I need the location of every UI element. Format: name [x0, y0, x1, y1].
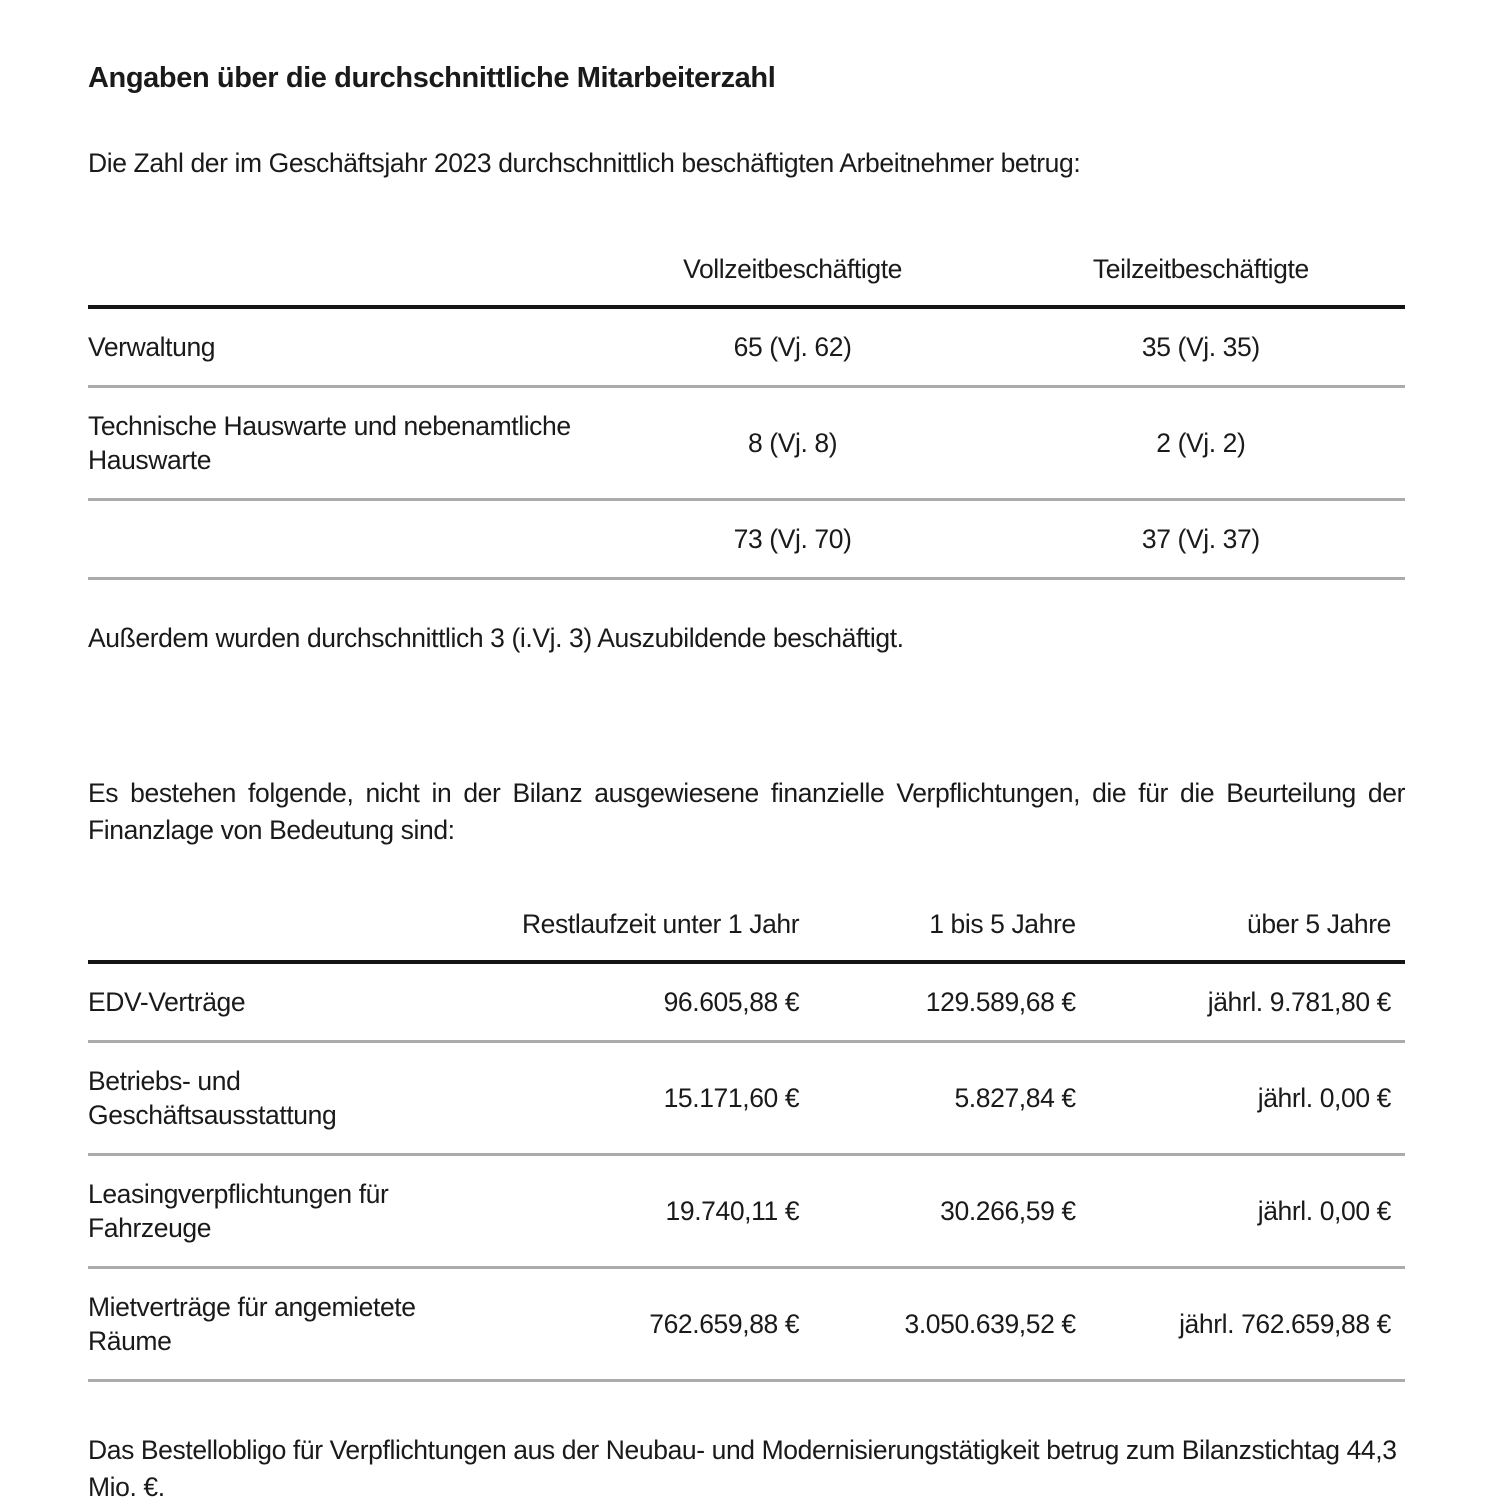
- obligations-header-over-5-years: über 5 Jahre: [1076, 909, 1405, 962]
- row-1-to-5-years: 5.827,84 €: [799, 1042, 1076, 1155]
- row-over-5-years: jährl. 0,00 €: [1076, 1042, 1405, 1155]
- trainees-note: Außerdem wurden durchschnittlich 3 (i.Vj. 3) Auszubildende beschäftigt.: [88, 623, 904, 653]
- obligations-header-1-to-5-years: 1 bis 5 Jahre: [799, 909, 1076, 962]
- obligations-header-row: [88, 909, 1405, 962]
- row-teilzeit: 35 (Vj. 35): [997, 307, 1405, 387]
- row-1-to-5-years: 129.589,68 €: [799, 962, 1076, 1042]
- row-label: Betriebs- und Geschäftsausstattung: [88, 1042, 483, 1155]
- table-row: [88, 1042, 1405, 1155]
- row-under-1-year: 96.605,88 €: [483, 962, 799, 1042]
- row-under-1-year: 762.659,88 €: [483, 1268, 799, 1381]
- row-1-to-5-years: 3.050.639,52 €: [799, 1268, 1076, 1381]
- row-vollzeit: 8 (Vj. 8): [588, 387, 996, 500]
- obligations-header-under-1-year: Restlaufzeit unter 1 Jahr: [483, 909, 799, 962]
- employees-header-row: [88, 254, 1405, 307]
- table-row: [88, 387, 1405, 500]
- page-title: Angaben über die durchschnittliche Mitarbeiterzahl: [88, 62, 776, 94]
- row-1-to-5-years: 30.266,59 €: [799, 1155, 1076, 1268]
- row-over-5-years: jährl. 9.781,80 €: [1076, 962, 1405, 1042]
- row-teilzeit: 37 (Vj. 37): [997, 500, 1405, 579]
- table-row: [88, 1155, 1405, 1268]
- table-row: [88, 1268, 1405, 1381]
- row-label: [88, 500, 588, 579]
- row-vollzeit: 65 (Vj. 62): [588, 307, 996, 387]
- table-row-total: [88, 500, 1405, 579]
- employees-header-teilzeit: Teilzeitbeschäftigte: [997, 254, 1405, 307]
- table-row: [88, 962, 1405, 1042]
- row-label: Leasingverpflichtungen für Fahrzeuge: [88, 1155, 483, 1268]
- employees-header-vollzeit: Vollzeitbeschäftigte: [588, 254, 996, 307]
- row-vollzeit: 73 (Vj. 70): [588, 500, 996, 579]
- row-label: Technische Hauswarte und nebenamtliche Hauswarte: [88, 387, 588, 500]
- row-over-5-years: jährl. 0,00 €: [1076, 1155, 1405, 1268]
- table-row: [88, 307, 1405, 387]
- obligations-header-empty-cell: [88, 909, 483, 962]
- obligations-table: [88, 909, 1405, 1382]
- employees-table: [88, 254, 1405, 580]
- obligations-intro-paragraph: Es bestehen folgende, nicht in der Bilanz ausgewiesene finanzielle Verpflichtungen, die für die Beurteilung der Finanzlage von Bedeutung sind:: [88, 778, 1405, 845]
- row-under-1-year: 19.740,11 €: [483, 1155, 799, 1268]
- employees-header-empty-cell: [88, 254, 588, 307]
- closing-paragraph: Das Bestellobligo für Verpflichtungen aus der Neubau- und Modernisierungstätigkeit betrug zum Bilanzstichtag 44,3 Mio. €.: [88, 1435, 1397, 1502]
- row-label: Mietverträge für angemietete Räume: [88, 1268, 483, 1381]
- row-under-1-year: 15.171,60 €: [483, 1042, 799, 1155]
- row-label: Verwaltung: [88, 307, 588, 387]
- intro-paragraph: Die Zahl der im Geschäftsjahr 2023 durchschnittlich beschäftigten Arbeitnehmer betrug:: [88, 148, 1081, 178]
- row-label: EDV-Verträge: [88, 962, 483, 1042]
- row-teilzeit: 2 (Vj. 2): [997, 387, 1405, 500]
- row-over-5-years: jährl. 762.659,88 €: [1076, 1268, 1405, 1381]
